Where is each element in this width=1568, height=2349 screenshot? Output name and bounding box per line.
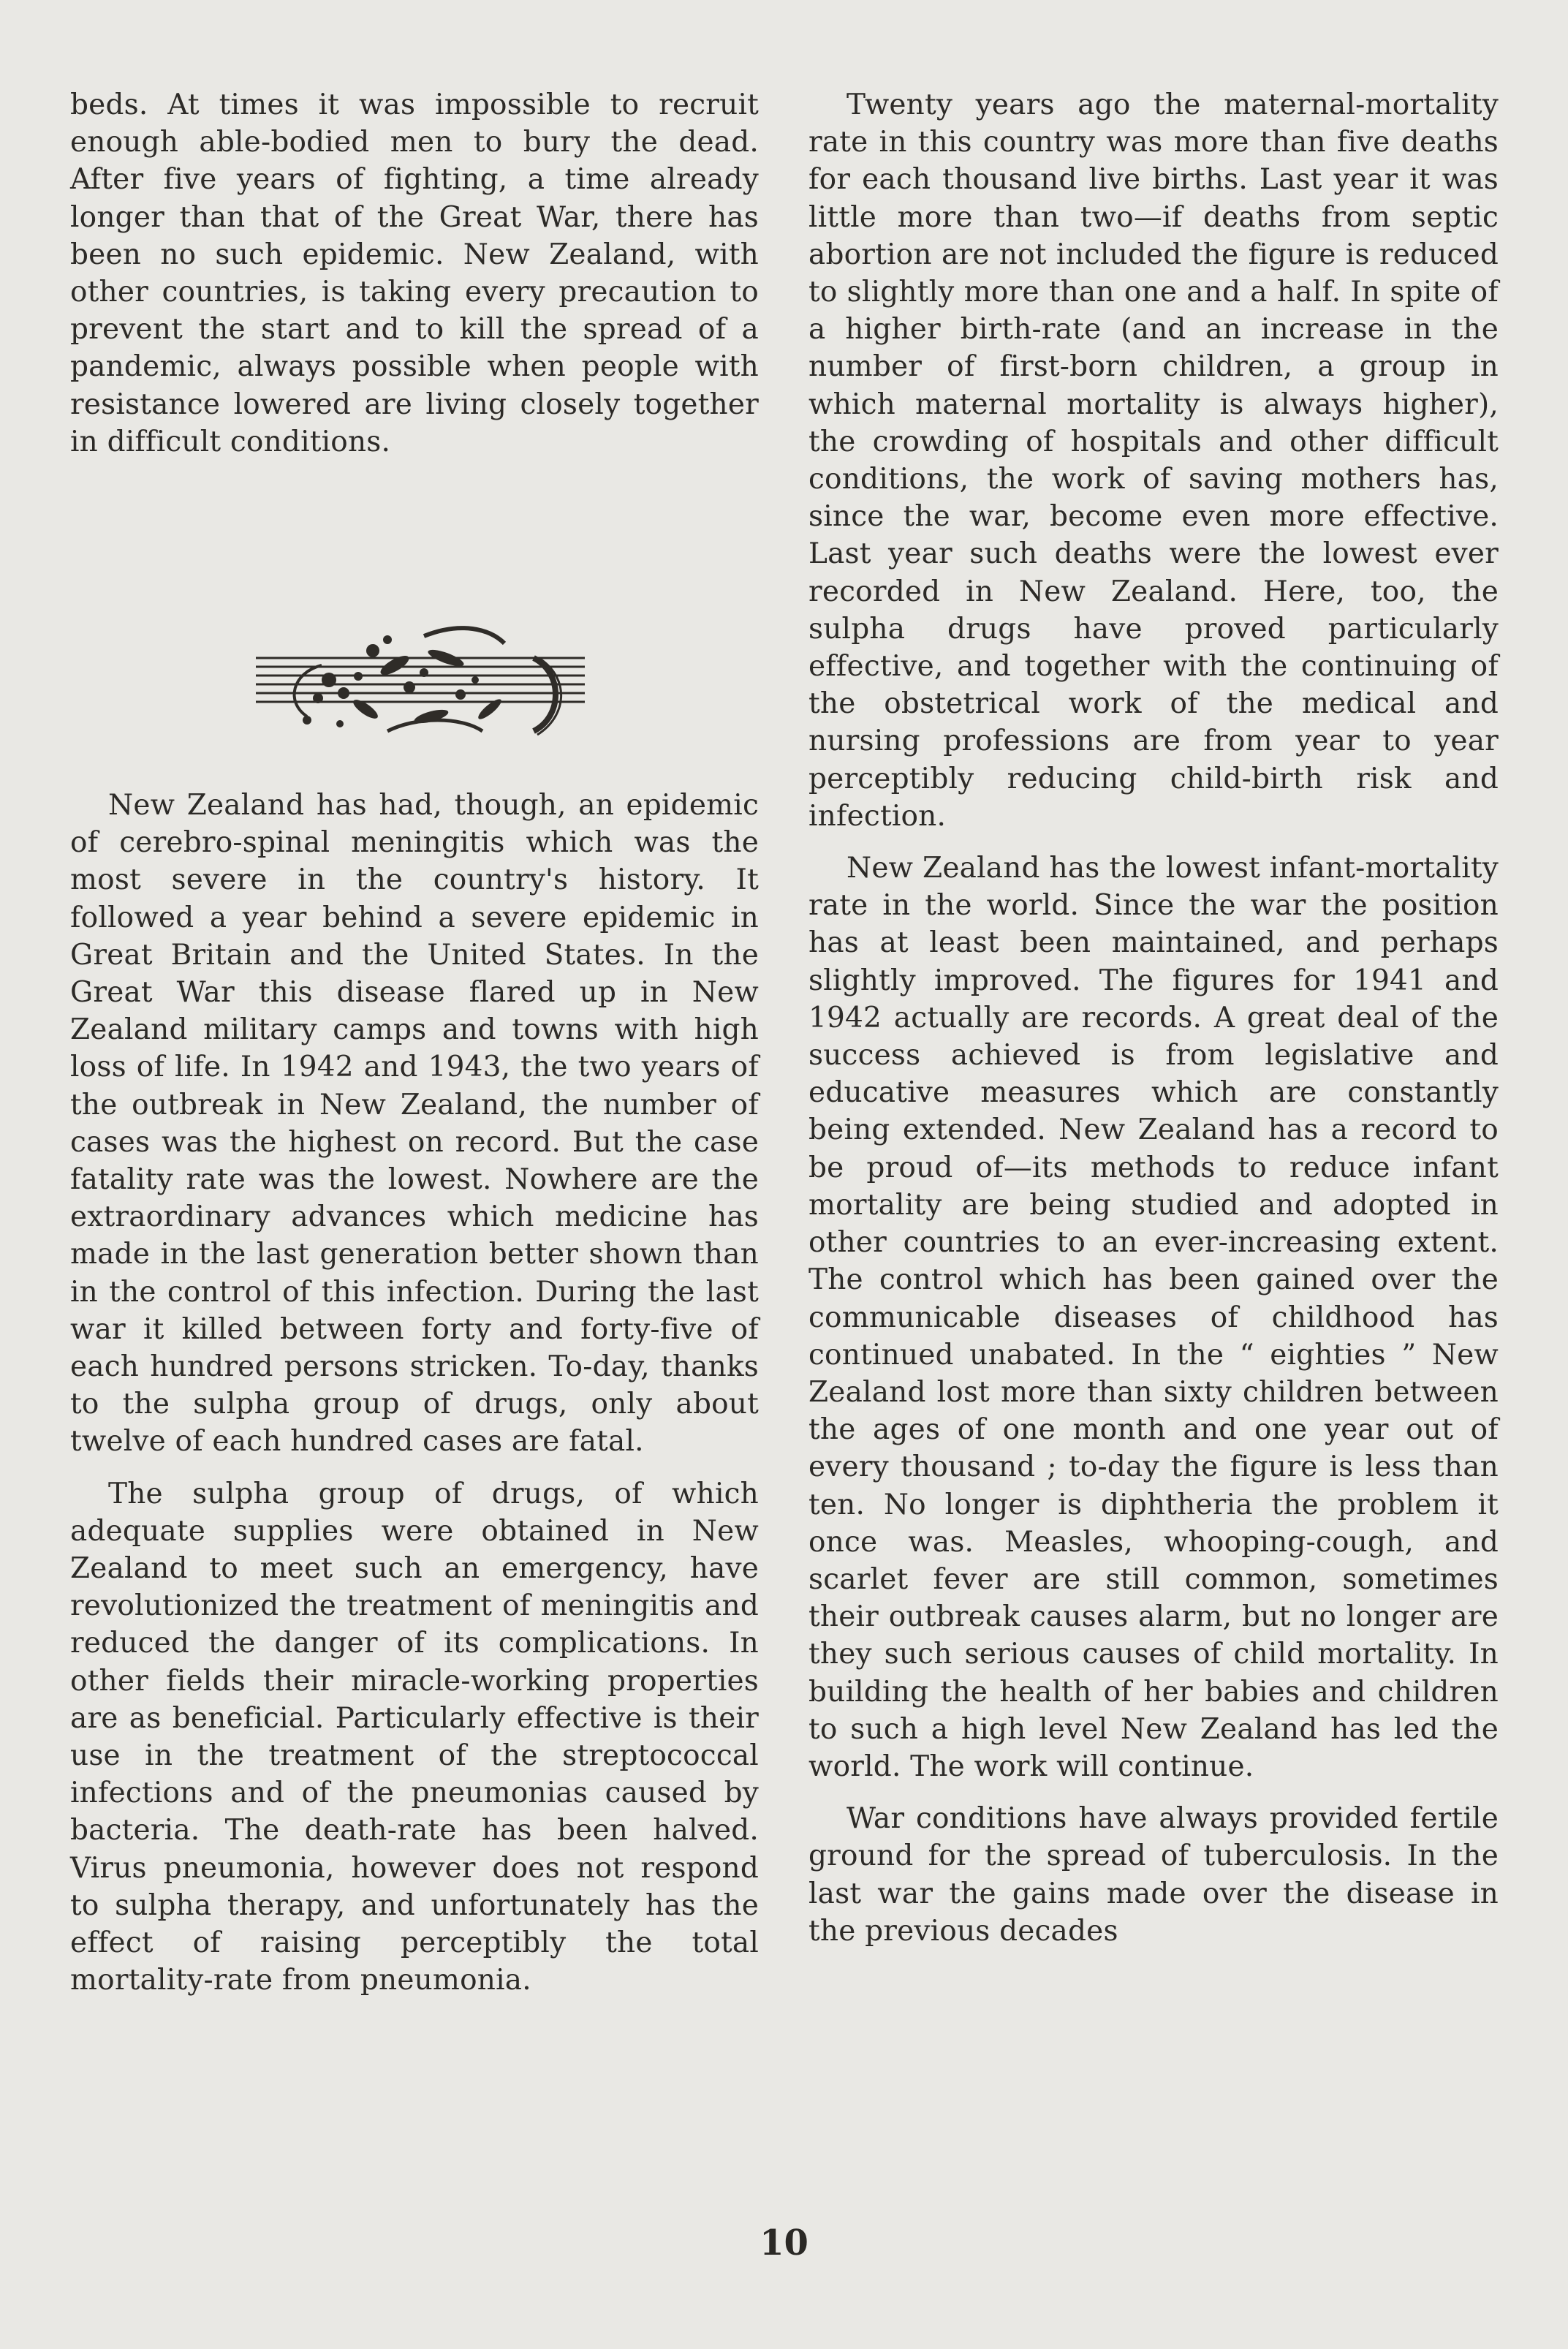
paragraph-tuberculosis: War conditions have always provided fertile ground for the spread of tuberculosis. In the last war the gains made over the disease in the previous decades	[808, 1802, 1499, 1948]
paragraph-epidemic-continuation: beds. At times it was impossible to recruit enough able-bodied men to bury the dead. After five years of fighting, a time already longer than that of the Great War, there has been no such epidemic. New Zealand, with other countries, is taking every precaution to prevent the start and to kill the spread of a pandemic, always possible when people with resistance lowered are living closely together in difficult conditions.	[70, 88, 759, 458]
right-column	[808, 86, 1499, 1950]
page-number: 10	[760, 2223, 808, 2263]
paragraph-maternal-mortality: Twenty years ago the maternal-mortality rate in this country was more than five deaths for each thousand live births. Last year it was little more than two—if deaths from septic abortion are not included the figure is reduced to slightly more than one and a half. In spite of a higher birth-rate (and an increase in the number of first-born children, a group in which maternal mortality is always higher), the crowding of hospitals and other difficult conditions, the work of saving mothers has, since the war, become even more effective. Last year such deaths were the lowest ever recorded in New Zealand. Here, too, the sulpha drugs have proved particularly effective, and together with the continuing of the obstetrical work of the medical and nursing professions are from year to year perceptibly reducing child-birth risk and infection.	[808, 88, 1499, 833]
left-column-lower	[70, 787, 759, 2000]
paragraph-sulpha-drugs: The sulpha group of drugs, of which adequate supplies were obtained in New Zealand to meet such an emergency, have revolutionized the treatment of meningitis and reduced the danger of its complications. In other fields their miracle-working properties are as beneficial. Particularly effective is their use in the treatment of the streptococcal infections and of the pneumonias caused by bacteria. The death-rate has been halved. Virus pneumonia, however does not respond to sulpha therapy, and unfortunately has the effect of raising perceptibly the total mortality-rate from pneumonia.	[70, 1477, 759, 1997]
floral-vignette-icon	[241, 607, 592, 753]
paragraph-meningitis: New Zealand has had, though, an epidemic of cerebro-spinal meningitis which was the most severe in the country's history. It followed a year behind a severe epidemic in Great Britain and the United States. In the Great War this disease flared up in New Zealand military camps and towns with high loss of life. In 1942 and 1943, the two years of the outbreak in New Zealand, the number of cases was the highest on record. But the case fatality rate was the lowest. Nowhere are the extraordinary advances which medicine has made in the last generation better shown than in the control of this infection. During the last war it killed between forty and forty-five of each hundred persons stricken. To-day, thanks to the sulpha group of drugs, only about twelve of each hundred cases are fatal.	[70, 789, 759, 1459]
paragraph-infant-mortality: New Zealand has the lowest infant-mortality rate in the world. Since the war the position has at least been maintained, and perhaps slightly improved. The figures for 1941 and 1942 actually are records. A great deal of the success achieved is from legislative and educative measures which are constantly being extended. New Zealand has a record to be proud of—its methods to reduce infant mortality are being studied and adopted in other countries to an ever-increasing extent. The control which has been gained over the communicable diseases of childhood has continued unabated. In the “ eighties ” New Zealand lost more than sixty children between the ages of one month and one year out of every thousand ; to-day the figure is less than ten. No longer is diphtheria the problem it once was. Measles, whooping-cough, and scarlet fever are still common, sometimes their outbreak causes alarm, but no longer are they such serious causes of child mortality. In building the health of her babies and children to such a high level New Zealand has led the world. The work will continue.	[808, 852, 1499, 1783]
left-column	[70, 86, 759, 461]
